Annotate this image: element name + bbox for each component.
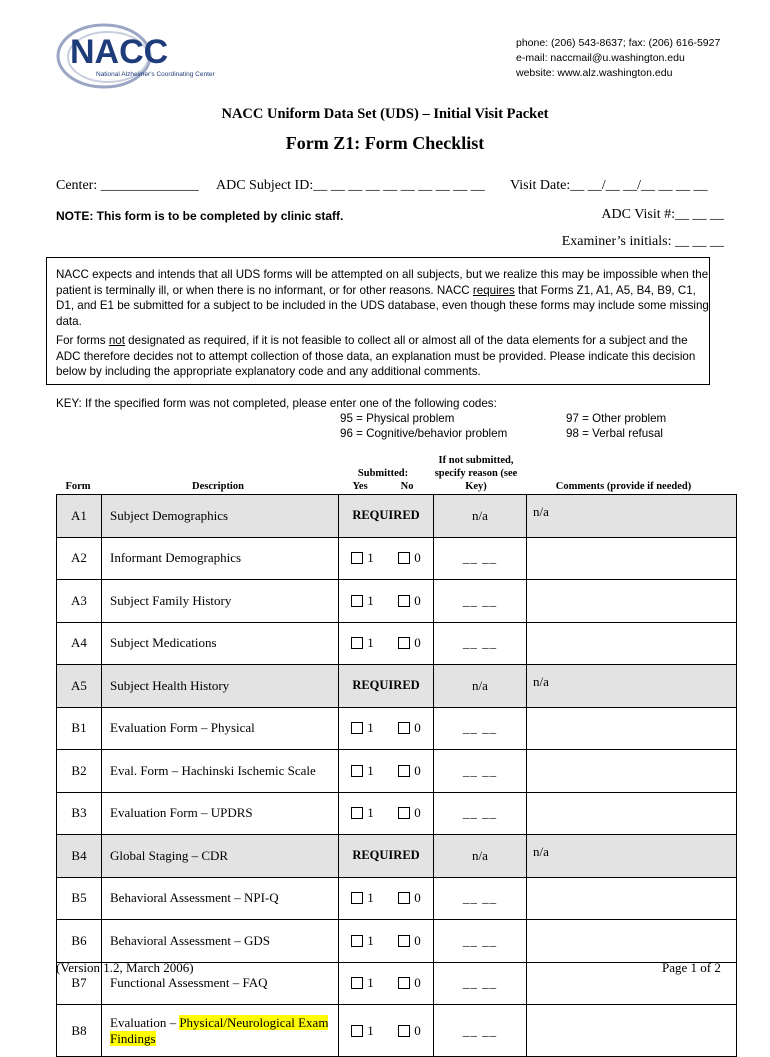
key-code-98: 98 = Verbal refusal <box>566 427 664 440</box>
comments-cell[interactable] <box>527 792 737 835</box>
submitted-cell <box>339 962 434 1005</box>
form-description: Behavioral Assessment – NPI-Q <box>102 877 339 920</box>
no-checkbox[interactable]: 0 <box>398 763 421 779</box>
table-row <box>57 495 737 538</box>
form-description: Behavioral Assessment – GDS <box>102 920 339 963</box>
key-code-96: 96 = Cognitive/behavior problem <box>340 427 508 440</box>
instructions-box <box>46 257 710 385</box>
checkbox-icon <box>398 1025 410 1037</box>
header-no: No <box>400 481 414 492</box>
submitted-cell <box>339 792 434 835</box>
table-row <box>57 1005 737 1057</box>
no-checkbox[interactable]: 0 <box>398 890 421 906</box>
comments-cell[interactable] <box>527 835 737 878</box>
form-code: A3 <box>57 580 102 623</box>
center-field[interactable]: Center: ______________ <box>56 178 199 193</box>
checkbox-icon <box>351 977 363 989</box>
reason-cell <box>434 707 527 750</box>
form-description: Subject Family History <box>102 580 339 623</box>
reason-cell <box>434 665 527 708</box>
form-description: Subject Health History <box>102 665 339 708</box>
checkbox-icon <box>351 765 363 777</box>
no-checkbox[interactable]: 0 <box>398 975 421 991</box>
reason-code-field[interactable]: __ __ <box>462 1022 498 1038</box>
yes-checkbox[interactable]: 1 <box>351 593 374 609</box>
table-row <box>57 537 737 580</box>
form-description: Eval. Form – Hachinski Ischemic Scale <box>102 750 339 793</box>
form-description: Subject Demographics <box>102 495 339 538</box>
submitted-cell <box>339 622 434 665</box>
reason-code-field[interactable]: __ __ <box>462 890 498 906</box>
checkbox-icon <box>398 765 410 777</box>
table-row <box>57 707 737 750</box>
reason-na: n/a <box>472 677 488 693</box>
yes-checkbox[interactable]: 1 <box>351 933 374 949</box>
checkbox-icon <box>351 637 363 649</box>
contact-phone: phone: (206) 543-8637; fax: (206) 616-5927 <box>516 37 721 49</box>
visit-date-field[interactable]: Visit Date:__ __/__ __/__ __ __ __ <box>510 178 708 193</box>
submitted-cell <box>339 920 434 963</box>
reason-cell <box>434 920 527 963</box>
table-row <box>57 580 737 623</box>
submitted-cell <box>339 1005 434 1057</box>
packet-title: NACC Uniform Data Set (UDS) – Initial Visit Packet <box>221 106 549 122</box>
form-code: B5 <box>57 877 102 920</box>
yes-checkbox[interactable]: 1 <box>351 975 374 991</box>
form-code: B2 <box>57 750 102 793</box>
reason-code-field[interactable]: __ __ <box>462 805 498 821</box>
reason-code-field[interactable]: __ __ <box>462 975 498 991</box>
reason-code-field[interactable]: __ __ <box>462 550 498 566</box>
form-code: B4 <box>57 835 102 878</box>
header-submitted: Submitted: Yes No <box>352 468 414 492</box>
reason-code-field[interactable]: __ __ <box>462 932 498 948</box>
no-checkbox[interactable]: 0 <box>398 720 421 736</box>
comments-cell[interactable] <box>527 622 737 665</box>
nacc-logo-icon <box>56 22 226 90</box>
checkbox-icon <box>351 935 363 947</box>
table-row <box>57 750 737 793</box>
submitted-cell <box>339 537 434 580</box>
key-intro: KEY: If the specified form was not completed, please enter one of the following codes: <box>56 397 497 410</box>
no-checkbox[interactable]: 0 <box>398 635 421 651</box>
no-checkbox[interactable]: 0 <box>398 593 421 609</box>
checkbox-icon <box>398 552 410 564</box>
key-code-97: 97 = Other problem <box>566 412 667 425</box>
required-label: REQUIRED <box>352 508 420 523</box>
checkbox-icon <box>398 892 410 904</box>
reason-na: n/a <box>472 507 488 523</box>
checkbox-icon <box>398 595 410 607</box>
staff-note: NOTE: This form is to be completed by clinic staff. <box>56 209 344 223</box>
comments-cell[interactable] <box>527 1005 737 1057</box>
reason-cell <box>434 792 527 835</box>
submitted-cell <box>339 495 434 538</box>
header-comments: Comments (provide if needed) <box>555 481 692 492</box>
reason-cell <box>434 835 527 878</box>
comments-cell[interactable] <box>527 750 737 793</box>
comments-cell[interactable] <box>527 537 737 580</box>
form-description: Global Staging – CDR <box>102 835 339 878</box>
reason-cell <box>434 750 527 793</box>
form-code: A4 <box>57 622 102 665</box>
yes-checkbox[interactable]: 1 <box>351 635 374 651</box>
yes-checkbox[interactable]: 1 <box>351 890 374 906</box>
table-row <box>57 792 737 835</box>
subject-id-field[interactable]: ADC Subject ID:__ __ __ __ __ __ __ __ __ __ <box>216 178 485 193</box>
form-code: B3 <box>57 792 102 835</box>
submitted-cell <box>339 835 434 878</box>
reason-code-field[interactable]: __ __ <box>462 635 498 651</box>
checkbox-icon <box>398 935 410 947</box>
logo-wordmark: NACC <box>70 33 169 71</box>
table-row <box>57 877 737 920</box>
instructions-paragraph-2: For forms not designated as required, if it is not feasible to collect all or almost all of the data elements for a subject and the ADC therefore decides not to attempt collection of those data, an explanation must be provided. Please indicate this decision below by including the appropriate explanatory code and any additional comments. <box>56 334 696 378</box>
checkbox-icon <box>351 595 363 607</box>
comments-cell[interactable] <box>527 580 737 623</box>
form-code: A5 <box>57 665 102 708</box>
table-row <box>57 665 737 708</box>
reason-code-field[interactable]: __ __ <box>462 762 498 778</box>
visit-number-field[interactable]: ADC Visit #:__ __ __ <box>601 207 724 222</box>
comments-cell[interactable] <box>527 707 737 750</box>
comment-na: n/a <box>533 844 549 859</box>
form-code: B7 <box>57 962 102 1005</box>
instructions-paragraph-1: NACC expects and intends that all UDS forms will be attempted on all subjects, but we realize this may be impossible when the patient is terminally ill, or when there is no informant, or for other reasons. NACC requires that Forms Z1, A1, A5, B4, B9, C1, D1, and E1 be submitted for a subject to be included in the UDS database, even though these forms may include some missing data. <box>56 268 709 328</box>
comment-na: n/a <box>533 674 549 689</box>
reason-cell <box>434 580 527 623</box>
checkbox-icon <box>398 722 410 734</box>
checkbox-icon <box>351 1025 363 1037</box>
form-description: Evaluation Form – UPDRS <box>102 792 339 835</box>
form-description: Evaluation Form – Physical <box>102 707 339 750</box>
highlighted-text: Physical/Neurological Exam Findings <box>110 1014 329 1046</box>
contact-website: website: www.alz.washington.edu <box>516 67 673 79</box>
checkbox-icon <box>398 807 410 819</box>
form-code: B6 <box>57 920 102 963</box>
reason-cell <box>434 537 527 580</box>
yes-checkbox[interactable]: 1 <box>351 805 374 821</box>
header-reason: If not submitted, specify reason (see Key) <box>434 455 518 492</box>
no-checkbox[interactable]: 0 <box>398 550 421 566</box>
contact-block <box>516 36 720 81</box>
comments-cell[interactable] <box>527 920 737 963</box>
form-description: Subject Medications <box>102 622 339 665</box>
form-description: Functional Assessment – FAQ <box>102 962 339 1005</box>
required-label: REQUIRED <box>352 678 420 693</box>
form-description: Informant Demographics <box>102 537 339 580</box>
submitted-cell <box>339 580 434 623</box>
form-code: B1 <box>57 707 102 750</box>
comments-cell[interactable] <box>527 495 737 538</box>
reason-cell <box>434 877 527 920</box>
comment-na: n/a <box>533 504 549 519</box>
yes-checkbox[interactable]: 1 <box>351 1023 374 1039</box>
yes-checkbox[interactable]: 1 <box>351 550 374 566</box>
form-title: Form Z1: Form Checklist <box>285 133 485 153</box>
checkbox-icon <box>351 807 363 819</box>
header-yes: Yes <box>352 481 368 492</box>
checkbox-icon <box>398 977 410 989</box>
submitted-cell <box>339 877 434 920</box>
reason-cell <box>434 622 527 665</box>
checkbox-icon <box>398 637 410 649</box>
comments-cell[interactable] <box>527 665 737 708</box>
logo-subtitle: National Alzheimer's Coordinating Center <box>96 71 215 78</box>
table-row <box>57 920 737 963</box>
checkbox-icon <box>351 722 363 734</box>
reason-cell <box>434 495 527 538</box>
checkbox-icon <box>351 892 363 904</box>
yes-checkbox[interactable]: 1 <box>351 763 374 779</box>
form-description: Evaluation – Physical/Neurological Exam Findings <box>102 1005 339 1057</box>
key-code-95: 95 = Physical problem <box>340 412 455 425</box>
submitted-cell <box>339 665 434 708</box>
required-label: REQUIRED <box>352 848 420 863</box>
header-form: Form <box>65 481 91 492</box>
table-row <box>57 622 737 665</box>
no-checkbox[interactable]: 0 <box>398 1023 421 1039</box>
nacc-logo <box>56 22 226 90</box>
submitted-cell <box>339 750 434 793</box>
comments-cell[interactable] <box>527 877 737 920</box>
version-footer: (Version 1.2, March 2006) <box>56 960 194 975</box>
no-checkbox[interactable]: 0 <box>398 933 421 949</box>
submitted-cell <box>339 707 434 750</box>
yes-checkbox[interactable]: 1 <box>351 720 374 736</box>
form-code: A2 <box>57 537 102 580</box>
reason-cell <box>434 962 527 1005</box>
reason-code-field[interactable]: __ __ <box>462 720 498 736</box>
page-number: Page 1 of 2 <box>662 960 721 975</box>
reason-na: n/a <box>472 847 488 863</box>
table-row <box>57 835 737 878</box>
form-code: B8 <box>57 1005 102 1057</box>
form-code: A1 <box>57 495 102 538</box>
checkbox-icon <box>351 552 363 564</box>
contact-email: e-mail: naccmail@u.washington.edu <box>516 52 685 64</box>
reason-cell <box>434 1005 527 1057</box>
no-checkbox[interactable]: 0 <box>398 805 421 821</box>
examiner-initials-field[interactable]: Examiner’s initials: __ __ __ <box>561 234 724 249</box>
reason-code-field[interactable]: __ __ <box>462 592 498 608</box>
header-description: Description <box>192 481 244 492</box>
